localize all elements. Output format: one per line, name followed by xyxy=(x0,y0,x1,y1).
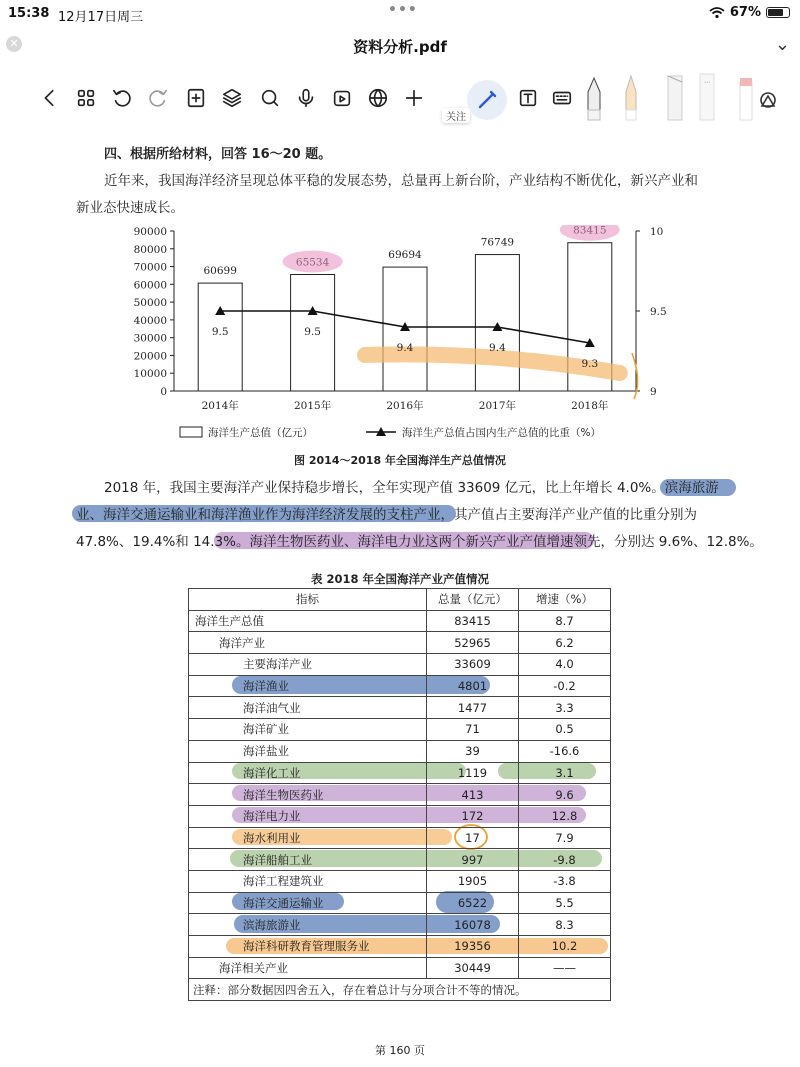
row-total: 4801 xyxy=(427,675,519,697)
marker-icon[interactable] xyxy=(740,78,752,120)
para2-line-1: 2018 年，我国主要海洋产业保持稳步增长，全年实现产值 33609 亿元，比上年增长 4.0%。滨海旅游 xyxy=(104,480,719,496)
highlighter-icon[interactable] xyxy=(626,76,636,120)
intro-line-1: 近年来，我国海洋经济呈现总体平稳的发展态势，总量再上新台阶，产业结构不断优化，新兴产业和 xyxy=(104,173,698,189)
row-name: 海洋相关产业 xyxy=(189,957,427,979)
title-bar xyxy=(0,30,800,60)
row-total: 39 xyxy=(427,740,519,762)
y2-tick-label: 9.5 xyxy=(650,306,667,318)
y-tick-label: 60000 xyxy=(133,279,167,292)
table-row xyxy=(189,827,611,849)
table-row xyxy=(189,740,611,762)
row-name: 海洋交通运输业 xyxy=(189,892,427,914)
row-rate: 9.6 xyxy=(519,784,611,806)
layers-icon[interactable] xyxy=(218,84,246,112)
row-rate: 7.9 xyxy=(519,827,611,849)
table-row xyxy=(189,719,611,741)
row-total: 1905 xyxy=(427,870,519,892)
highlight-pink-label xyxy=(560,225,620,241)
svg-text:⋯: ⋯ xyxy=(704,79,710,86)
table-row xyxy=(189,632,611,654)
row-name: 海洋盐业 xyxy=(189,740,427,762)
row-rate: 8.3 xyxy=(519,914,611,936)
row-total: 1119 xyxy=(427,762,519,784)
status-time: 15:38 xyxy=(8,6,50,21)
table-row xyxy=(189,654,611,676)
row-total: 172 xyxy=(427,805,519,827)
row-name: 海洋生产总值 xyxy=(189,610,427,632)
table-row xyxy=(189,914,611,936)
y-tick-label: 30000 xyxy=(133,332,167,345)
pen-tray xyxy=(578,70,778,130)
row-rate: 3.1 xyxy=(519,762,611,784)
page-number: 第 160 页 xyxy=(375,1044,425,1057)
row-rate: 8.7 xyxy=(519,610,611,632)
y2-tick-label: 10 xyxy=(650,226,664,238)
row-rate: 6.2 xyxy=(519,632,611,654)
row-total: 1477 xyxy=(427,697,519,719)
row-rate: -9.8 xyxy=(519,849,611,871)
header-rate: 增速（%） xyxy=(519,589,611,611)
table-row xyxy=(189,610,611,632)
row-total: 413 xyxy=(427,784,519,806)
table-note: 注释：部分数据因四舍五入，存在着总计与分项合计不等的情况。 xyxy=(189,979,611,1001)
y-tick-label: 20000 xyxy=(133,350,167,363)
document-title[interactable]: 资料分析.pdf xyxy=(353,38,447,56)
y-tick-label: 90000 xyxy=(133,226,167,238)
row-name: 海洋矿业 xyxy=(189,719,427,741)
status-date: 12月17日周三 xyxy=(58,10,144,25)
row-total: 997 xyxy=(427,849,519,871)
eraser-icon[interactable] xyxy=(668,76,682,120)
pen-icon xyxy=(475,88,499,112)
y-tick-label: 40000 xyxy=(133,314,167,327)
legend-bar-label: 海洋生产总值（亿元） xyxy=(208,427,313,439)
legend-bar-swatch xyxy=(180,427,202,437)
table-note-row xyxy=(189,979,611,1001)
row-name: 海洋工程建筑业 xyxy=(189,870,427,892)
pen-stroke-annotation xyxy=(632,353,638,399)
y-tick-label: 50000 xyxy=(133,297,167,310)
row-name: 海洋船舶工业 xyxy=(189,849,427,871)
search-icon[interactable] xyxy=(256,84,284,112)
x-tick-label: 2017年 xyxy=(478,400,517,412)
chevron-down-icon[interactable]: ⌄ xyxy=(774,34,790,55)
row-name: 海洋生物医药业 xyxy=(189,784,427,806)
row-rate: 3.3 xyxy=(519,697,611,719)
row-name: 海洋产业 xyxy=(189,632,427,654)
header-total: 总量（亿元） xyxy=(427,589,519,611)
microphone-icon[interactable] xyxy=(292,84,320,112)
row-total: 83415 xyxy=(427,610,519,632)
y-tick-label: 80000 xyxy=(133,243,167,256)
row-total: 30449 xyxy=(427,957,519,979)
row-name: 海水利用业 xyxy=(189,827,427,849)
grid-icon[interactable] xyxy=(72,84,100,112)
table-row xyxy=(189,936,611,958)
multitask-dots-icon[interactable]: ••• xyxy=(388,2,418,18)
chart-caption: 图 2014～2018 年全国海洋生产总值情况 xyxy=(294,454,506,467)
status-bar xyxy=(0,0,800,28)
pen-tool-active[interactable] xyxy=(467,80,507,120)
table-row xyxy=(189,675,611,697)
media-icon[interactable] xyxy=(328,84,356,112)
battery-percent: 67% xyxy=(729,5,761,20)
table-title: 表 2018 年全国海洋产业产值情况 xyxy=(310,572,489,586)
plus-icon[interactable] xyxy=(400,84,428,112)
bar-value-label: 69694 xyxy=(388,249,422,262)
industry-table xyxy=(188,588,611,1001)
y-tick-label: 0 xyxy=(160,386,167,398)
back-icon[interactable] xyxy=(36,84,64,112)
row-rate: 4.0 xyxy=(519,654,611,676)
row-rate: 0.5 xyxy=(519,719,611,741)
row-name: 滨海旅游业 xyxy=(189,914,427,936)
x-tick-label: 2018年 xyxy=(571,400,609,412)
row-name: 海洋油气业 xyxy=(189,697,427,719)
table-row xyxy=(189,697,611,719)
table-row xyxy=(189,849,611,871)
row-total: 17 xyxy=(427,827,519,849)
fountain-pen-icon[interactable] xyxy=(588,78,600,120)
keyboard-icon[interactable] xyxy=(548,84,576,112)
row-rate: -0.2 xyxy=(519,675,611,697)
x-tick-label: 2014年 xyxy=(201,400,239,412)
row-name: 海洋电力业 xyxy=(189,805,427,827)
y2-tick-label: 9 xyxy=(650,386,657,398)
x-tick-label: 2015年 xyxy=(293,400,332,412)
row-name: 海洋科研教育管理服务业 xyxy=(189,936,427,958)
legend-line-label: 海洋生产总值占国内生产总值的比重（%） xyxy=(402,427,601,439)
highlight-pink-label xyxy=(283,250,343,272)
row-rate: 5.5 xyxy=(519,892,611,914)
undo-icon[interactable] xyxy=(108,84,136,112)
question-heading: 四、根据所给材料，回答 16～20 题。 xyxy=(104,147,332,162)
intro-line-2: 新业态快速成长。 xyxy=(76,200,184,216)
row-name: 主要海洋产业 xyxy=(189,654,427,676)
y-tick-label: 10000 xyxy=(133,368,167,381)
battery-icon xyxy=(766,7,790,18)
table-row xyxy=(189,805,611,827)
row-total: 6522 xyxy=(427,892,519,914)
row-rate: -16.6 xyxy=(519,740,611,762)
row-name: 海洋化工业 xyxy=(189,762,427,784)
table-row xyxy=(189,762,611,784)
row-total: 16078 xyxy=(427,914,519,936)
table-row xyxy=(189,870,611,892)
lasso-icon[interactable] xyxy=(700,74,714,120)
redo-icon[interactable] xyxy=(144,84,172,112)
row-rate: —— xyxy=(519,957,611,979)
follow-button[interactable]: 关注 xyxy=(442,108,470,123)
row-name: 海洋渔业 xyxy=(189,675,427,697)
ratio-value-label: 9.3 xyxy=(581,358,599,370)
table-row xyxy=(189,892,611,914)
row-total: 71 xyxy=(427,719,519,741)
row-total: 19356 xyxy=(427,936,519,958)
table-row xyxy=(189,784,611,806)
row-total: 52965 xyxy=(427,632,519,654)
add-page-icon[interactable] xyxy=(182,84,210,112)
para2-line-3: 47.8%、19.4%和 14.3%。海洋生物医药业、海洋电力业这两个新兴产业产值增速领先，分别达 9.6%、12.8%。 xyxy=(76,534,763,550)
table-row xyxy=(189,957,611,979)
wifi-icon xyxy=(709,7,725,19)
text-box-icon[interactable] xyxy=(514,84,542,112)
globe-icon[interactable] xyxy=(364,84,392,112)
row-rate: 10.2 xyxy=(519,936,611,958)
header-indicator: 指标 xyxy=(189,589,427,611)
ratio-value-label: 9.5 xyxy=(211,326,229,338)
bar-value-label: 76749 xyxy=(480,236,515,249)
y-tick-label: 70000 xyxy=(133,261,167,274)
row-rate: 12.8 xyxy=(519,805,611,827)
x-tick-label: 2016年 xyxy=(386,400,424,412)
table-header-row xyxy=(189,589,611,611)
ratio-value-label: 9.4 xyxy=(396,342,414,354)
shapes-icon[interactable] xyxy=(761,93,775,107)
close-icon[interactable]: ✕ xyxy=(6,36,22,52)
row-rate: -3.8 xyxy=(519,870,611,892)
para2-line-2: 业、海洋交通运输业和海洋渔业作为海洋经济发展的支柱产业，其产值占主要海洋产业产值的比重分别为 xyxy=(76,507,697,523)
ratio-value-label: 9.5 xyxy=(304,326,321,338)
bar-value-label: 60699 xyxy=(203,265,237,278)
ratio-value-label: 9.4 xyxy=(489,342,506,354)
annotation-toolbar xyxy=(30,70,775,130)
row-total: 33609 xyxy=(427,654,519,676)
